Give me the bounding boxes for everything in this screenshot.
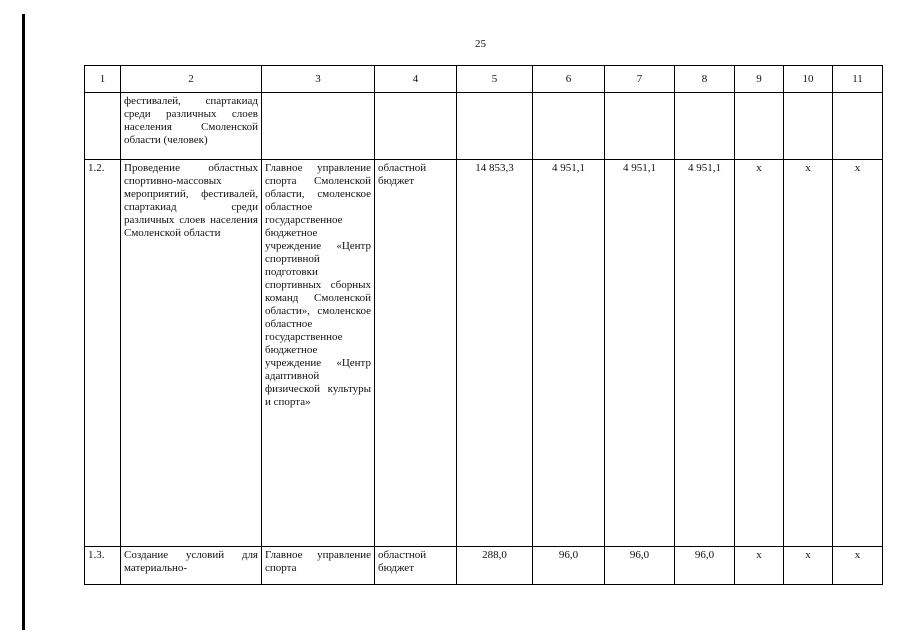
col-header: 8 (675, 66, 735, 93)
total-amount (457, 93, 533, 160)
cell-value: х (735, 160, 784, 547)
year-amount: 96,0 (605, 547, 675, 585)
funding-source: областной бюджет (375, 547, 457, 585)
row-index: 1.2. (85, 160, 121, 547)
year-amount: 4 951,1 (605, 160, 675, 547)
cell-value: х (833, 160, 883, 547)
col-header: 7 (605, 66, 675, 93)
col-header: 4 (375, 66, 457, 93)
measure-name: Создание условий для материально- (121, 547, 262, 585)
year-amount (533, 93, 605, 160)
col-header: 6 (533, 66, 605, 93)
col-header: 9 (735, 66, 784, 93)
executor: Главное управление спорта (262, 547, 375, 585)
measure-name: фестивалей, спартакиад среди различных слоев населения Смоленской области (человек) (121, 93, 262, 160)
page-number: 25 (475, 38, 486, 50)
header-row (85, 66, 883, 93)
table-row (85, 93, 883, 160)
row-index: 1.3. (85, 547, 121, 585)
funding-source (375, 93, 457, 160)
year-amount: 4 951,1 (675, 160, 735, 547)
program-table (84, 65, 883, 585)
total-amount: 14 853,3 (457, 160, 533, 547)
year-amount (675, 93, 735, 160)
year-amount: 4 951,1 (533, 160, 605, 547)
executor: Главное управление спорта Смоленской области, смоленское областное государственное бюджетное учреждение «Центр спортивной подготовки спортивных сборных команд Смоленской области», смоленское областное государственное бюджетное учреждение «Центр адаптивной физической культуры и спорта» (262, 160, 375, 547)
col-header: 3 (262, 66, 375, 93)
cell-value: х (784, 547, 833, 585)
table-row (85, 547, 883, 585)
cell-value (735, 93, 784, 160)
measure-name: Проведение областных спортивно-массовых мероприятий, фестивалей, спартакиад среди различных слоев населения Смоленской области (121, 160, 262, 547)
col-header: 1 (85, 66, 121, 93)
row-index (85, 93, 121, 160)
table-row (85, 160, 883, 547)
cell-value: х (735, 547, 784, 585)
cell-value: х (784, 160, 833, 547)
year-amount: 96,0 (675, 547, 735, 585)
col-header: 2 (121, 66, 262, 93)
col-header: 10 (784, 66, 833, 93)
cell-value (784, 93, 833, 160)
funding-source: областной бюджет (375, 160, 457, 547)
year-amount (605, 93, 675, 160)
total-amount: 288,0 (457, 547, 533, 585)
executor (262, 93, 375, 160)
cell-value: х (833, 547, 883, 585)
year-amount: 96,0 (533, 547, 605, 585)
cell-value (833, 93, 883, 160)
col-header: 5 (457, 66, 533, 93)
scan-margin-bar (22, 14, 25, 630)
col-header: 11 (833, 66, 883, 93)
